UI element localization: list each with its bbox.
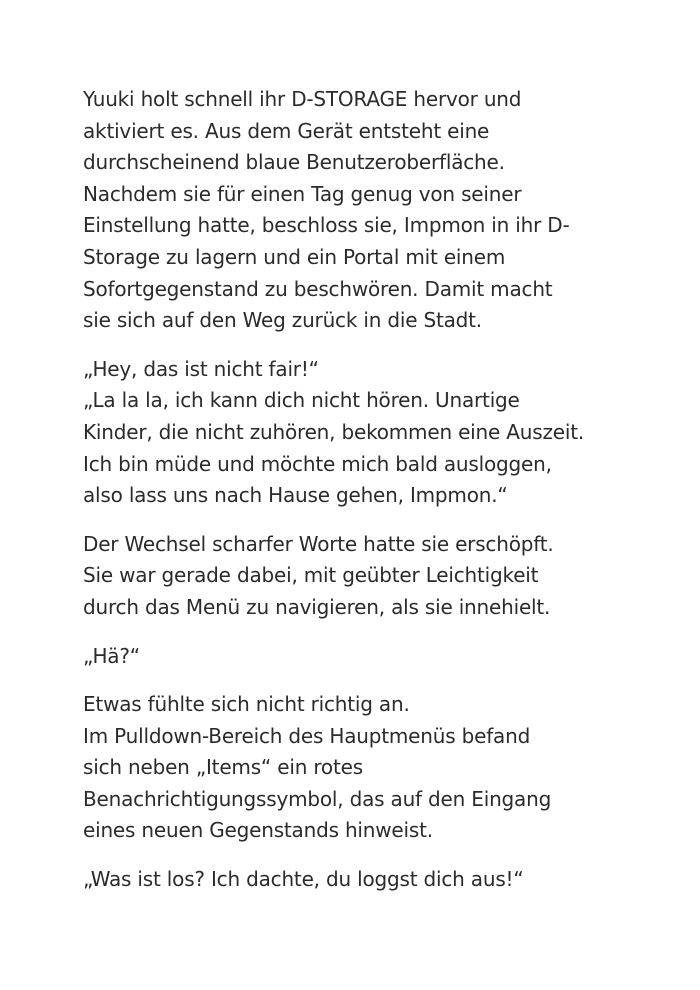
paragraph-3	[83, 529, 630, 624]
paragraph-2	[83, 354, 630, 512]
text-line: Der Wechsel scharfer Worte hatte sie erschöpft.	[83, 531, 554, 556]
text-line: Etwas fühlte sich nicht richtig an.	[83, 692, 410, 717]
text-line: Yuuki holt schnell ihr D-STORAGE hervor und	[83, 87, 522, 111]
paragraph-5	[83, 689, 630, 847]
text-line: „Hey, das ist nicht fair!“	[83, 356, 319, 381]
text-line: sie sich auf den Weg zurück in die Stadt.	[83, 308, 482, 333]
paragraph-1	[83, 84, 630, 337]
text-line: Sie war gerade dabei, mit geübter Leichtigkeit	[83, 563, 539, 588]
text-line: Kinder, die nicht zuhören, bekommen eine Auszeit.	[83, 419, 585, 444]
text-line: „Hä?“	[83, 643, 140, 668]
text-line: Benachrichtigungssymbol, das auf den Eingang	[83, 786, 552, 811]
text-line: Einstellung hatte, beschloss sie, Impmon in ihr D-	[83, 213, 570, 238]
text-line: also lass uns nach Hause gehen, Impmon.“	[83, 483, 508, 508]
paragraph-4	[83, 641, 630, 673]
text-line: sich neben „Items“ ein rotes	[83, 755, 363, 780]
text-line: durch das Menü zu navigieren, als sie innehielt.	[83, 594, 551, 619]
text-line: aktiviert es. Aus dem Gerät entsteht eine	[83, 118, 490, 143]
text-line: eines neuen Gegenstands hinweist.	[83, 818, 433, 843]
text-line: „La la la, ich kann dich nicht hören. Unartige	[83, 388, 520, 413]
text-line: Nachdem sie für einen Tag genug von seiner	[83, 181, 522, 206]
text-line: Sofortgegenstand zu beschwören. Damit macht	[83, 276, 553, 301]
text-line: Ich bin müde und möchte mich bald ausloggen,	[83, 451, 552, 476]
text-line: Storage zu lagern und ein Portal mit einem	[83, 244, 506, 269]
paragraph-6	[83, 864, 630, 896]
text-line: durchscheinend blaue Benutzeroberfläche.	[83, 150, 505, 175]
text-line: Im Pulldown-Bereich des Hauptmenüs befand	[83, 723, 531, 748]
text-line: „Was ist los? Ich dachte, du loggst dich aus!“	[83, 867, 524, 892]
